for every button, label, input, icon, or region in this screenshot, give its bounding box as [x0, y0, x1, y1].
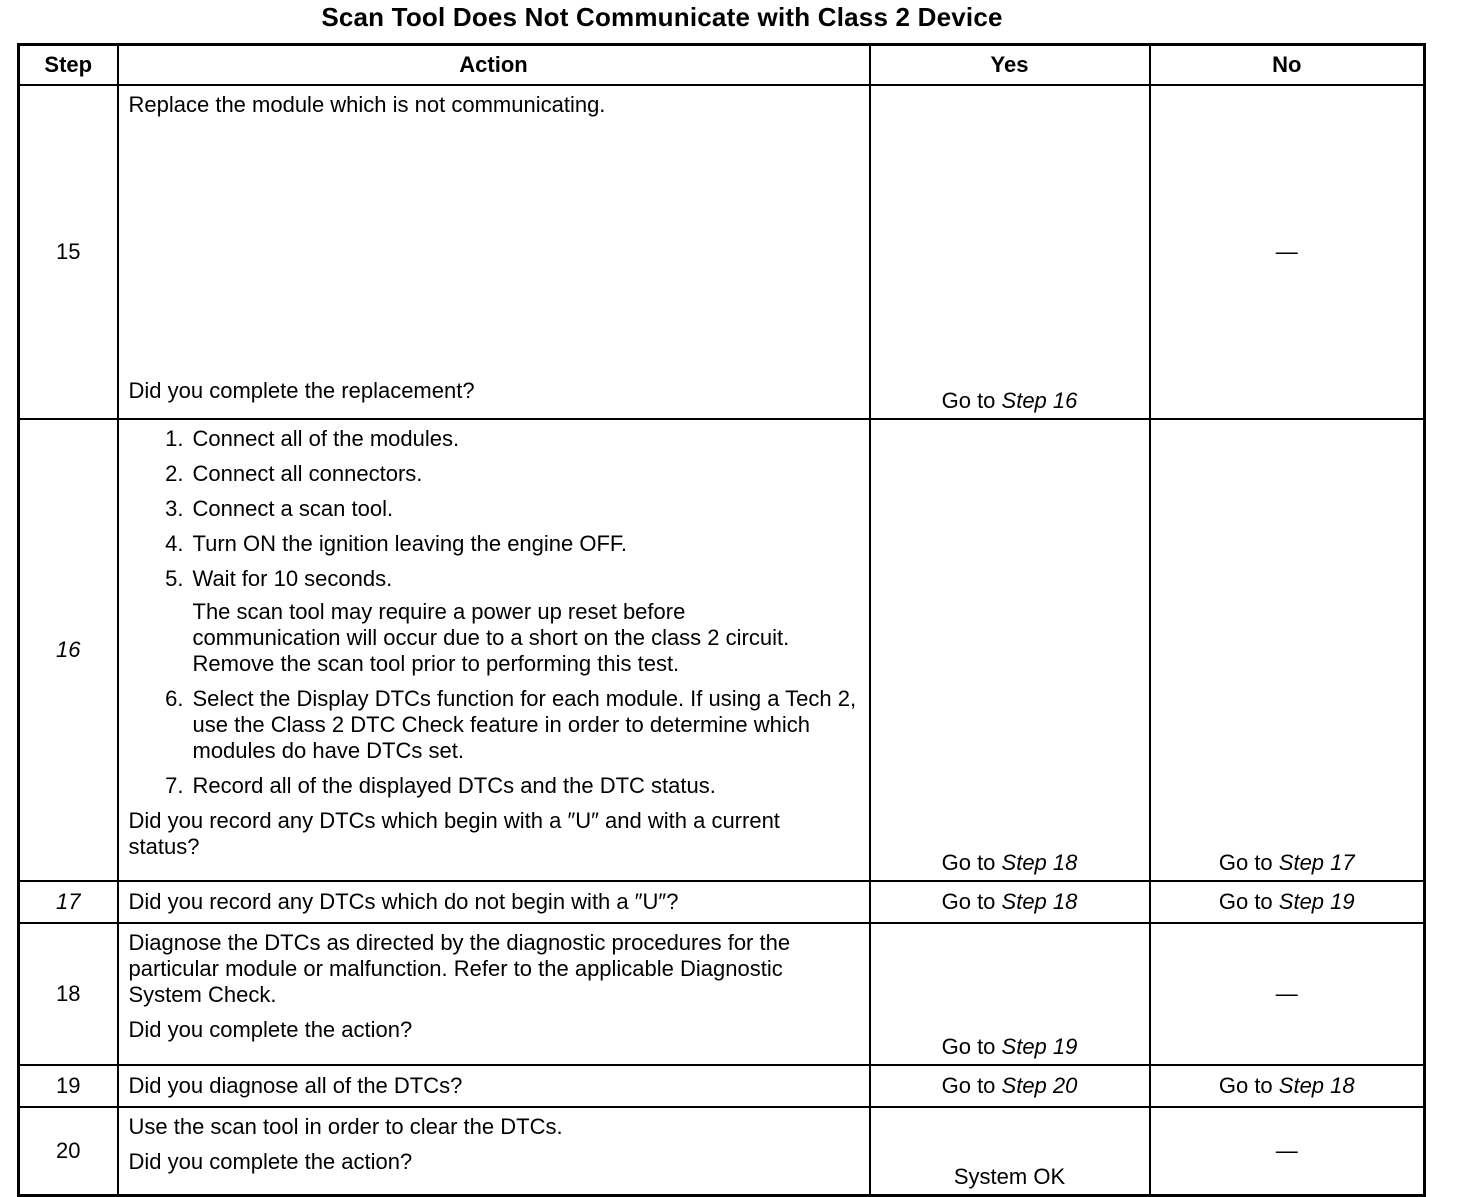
no-step-ref: Step 19 — [1278, 889, 1355, 914]
procedure-list — [129, 426, 859, 799]
item-text: Connect a scan tool. — [192, 496, 394, 521]
diagnostic-table — [17, 43, 1426, 1197]
list-item — [149, 773, 859, 799]
step-number: 19 — [19, 1065, 118, 1107]
no-prefix: Go to — [1218, 850, 1279, 875]
no-cell — [1150, 419, 1425, 881]
action-intro: Replace the module which is not communicating. — [128, 92, 606, 117]
no-dash: — — [1275, 981, 1298, 1006]
item-text: Turn ON the ignition leaving the engine OFF. — [192, 531, 628, 556]
yes-cell — [870, 419, 1150, 881]
list-item — [149, 496, 859, 522]
table-row — [19, 1107, 1425, 1196]
header-no: No — [1150, 45, 1425, 86]
item-number: 3. — [165, 496, 184, 521]
step-number: 17 — [19, 881, 118, 923]
list-note — [149, 599, 859, 677]
yes-cell — [870, 1065, 1150, 1107]
step-number: 20 — [19, 1107, 118, 1196]
list-item — [149, 531, 859, 557]
action-intro: Diagnose the DTCs as directed by the diagnostic procedures for the particular module or malfunction. Refer to the applicable Diagnostic System Check. — [128, 930, 791, 1007]
yes-step-ref: Step 20 — [1001, 1073, 1078, 1098]
item-number: 4. — [165, 531, 184, 556]
table-row — [19, 1065, 1425, 1107]
action-question: Did you complete the action? — [128, 1149, 413, 1174]
yes-cell — [870, 923, 1150, 1065]
item-number: 2. — [165, 461, 184, 486]
no-dash: — — [1275, 239, 1298, 264]
action-question: Did you complete the action? — [128, 1017, 413, 1042]
header-yes: Yes — [870, 45, 1150, 86]
list-item — [149, 461, 859, 487]
header-row — [19, 45, 1425, 86]
item-text: Connect all connectors. — [192, 461, 423, 486]
item-text: Connect all of the modules. — [192, 426, 460, 451]
action-question: Did you diagnose all of the DTCs? — [118, 1065, 870, 1107]
action-cell — [118, 1107, 870, 1196]
header-step: Step — [19, 45, 118, 86]
item-number: 6. — [165, 686, 184, 711]
table-row — [19, 881, 1425, 923]
table-row — [19, 923, 1425, 1065]
no-cell — [1150, 1065, 1425, 1107]
no-cell — [1150, 923, 1425, 1065]
action-cell — [118, 85, 870, 419]
item-text: Record all of the displayed DTCs and the DTC status. — [192, 773, 716, 798]
action-cell — [118, 419, 870, 881]
yes-prefix: Go to — [941, 388, 1002, 413]
no-cell — [1150, 1107, 1425, 1196]
no-step-ref: Step 18 — [1278, 1073, 1355, 1098]
action-cell — [118, 923, 870, 1065]
yes-prefix: Go to — [941, 1034, 1002, 1059]
yes-step-ref: Step 18 — [1001, 889, 1078, 914]
no-prefix: Go to — [1218, 1073, 1279, 1098]
item-number: 7. — [165, 773, 184, 798]
no-step-ref: Step 17 — [1278, 850, 1355, 875]
list-item — [149, 566, 859, 592]
item-text: The scan tool may require a power up reset before communication will occur due to a short on the class 2 circuit. Remove the scan tool prior to performing this test. — [192, 599, 790, 676]
action-intro: Use the scan tool in order to clear the DTCs. — [128, 1114, 563, 1139]
action-question: Did you record any DTCs which begin with a ″U″ and with a current status? — [128, 808, 780, 859]
action-question: Did you complete the replacement? — [128, 378, 475, 403]
action-question: Did you record any DTCs which do not begin with a ″U″? — [118, 881, 870, 923]
no-cell — [1150, 85, 1425, 419]
header-action: Action — [118, 45, 870, 86]
yes-step-ref: Step 16 — [1001, 388, 1078, 413]
yes-prefix: Go to — [941, 850, 1002, 875]
no-prefix: Go to — [1218, 889, 1279, 914]
table-row — [19, 85, 1425, 419]
item-number: 1. — [165, 426, 184, 451]
step-number: 16 — [19, 419, 118, 881]
table-row — [19, 419, 1425, 881]
item-number: 5. — [165, 566, 184, 591]
yes-prefix: Go to — [941, 889, 1002, 914]
item-text: Select the Display DTCs function for each module. If using a Tech 2, use the Class 2 DTC Check feature in order to determine which modules do have DTCs set. — [192, 686, 857, 763]
list-item — [149, 426, 859, 452]
yes-step-ref: Step 18 — [1001, 850, 1078, 875]
item-number — [149, 599, 193, 677]
yes-step-ref: Step 19 — [1001, 1034, 1078, 1059]
step-number: 15 — [19, 85, 118, 419]
no-cell — [1150, 881, 1425, 923]
step-number: 18 — [19, 923, 118, 1065]
yes-cell — [870, 85, 1150, 419]
yes-cell — [870, 881, 1150, 923]
yes-cell: System OK — [870, 1107, 1150, 1196]
list-item — [149, 686, 859, 764]
yes-prefix: Go to — [941, 1073, 1002, 1098]
no-dash: — — [1275, 1138, 1298, 1163]
item-text: Wait for 10 seconds. — [192, 566, 393, 591]
page-title: Scan Tool Does Not Communicate with Class 2 Device — [321, 2, 1003, 32]
